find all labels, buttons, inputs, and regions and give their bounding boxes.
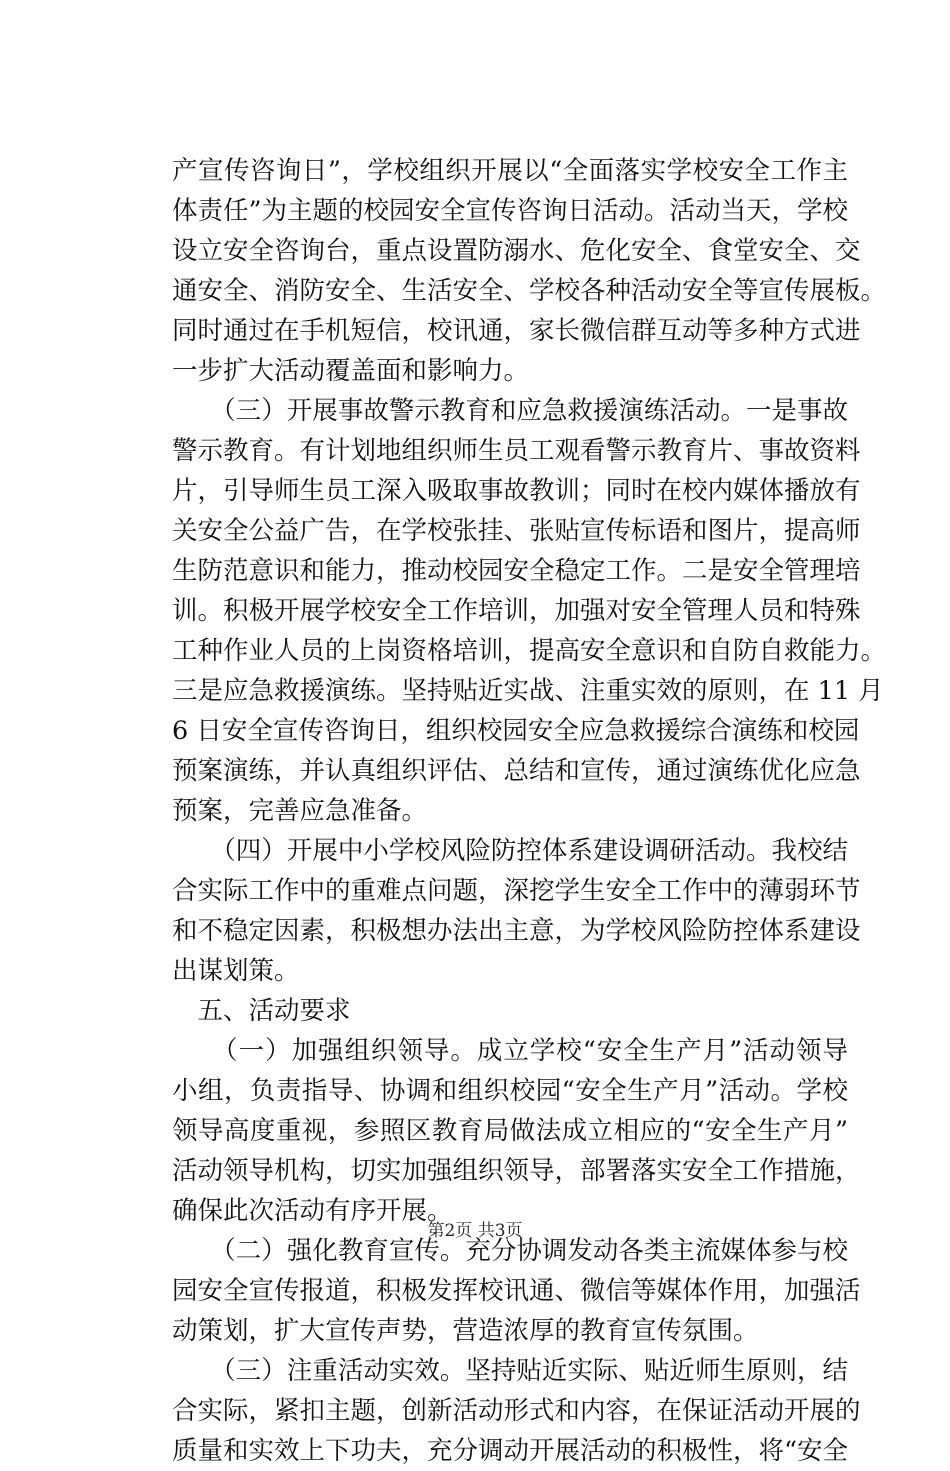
text-line-25: 领导高度重视，参照区教育局做法成立相应的“安全生产月” [172, 1116, 848, 1146]
text-line-29: 园安全宣传报道，积极发挥校讯通、微信等媒体作用，加强活 [172, 1276, 861, 1306]
text-line-27: 确保此次活动有序开展。 [172, 1196, 453, 1226]
document-body [172, 151, 887, 1471]
text-line-12: 训。积极开展学校安全工作培训，加强对安全管理人员和特殊 [172, 596, 861, 626]
text-line-9: 片，引导师生员工深入吸取事故教训；同时在校内媒体播放有 [172, 476, 861, 506]
text-line-21: 出谋划策。 [172, 956, 300, 986]
text-line-16: 预案演练，并认真组织评估、总结和宣传，通过演练优化应急 [172, 756, 861, 786]
text-line-33: 质量和实效上下功夫，充分调动开展活动的积极性，将“安全 [172, 1436, 849, 1466]
text-line-13: 工种作业人员的上岗资格培训，提高安全意识和自防自救能力。 [172, 636, 887, 666]
text-line-32: 合实际，紧扣主题，创新活动形式和内容，在保证活动开展的 [172, 1396, 861, 1426]
text-line-6: 一步扩大活动覆盖面和影响力。 [172, 356, 530, 386]
text-line-14: 三是应急救援演练。坚持贴近实战、注重实效的原则，在 11 月 [172, 676, 884, 706]
text-line-23: （一）加强组织领导。成立学校“安全生产月”活动领导 [172, 1036, 848, 1066]
text-line-5: 同时通过在手机短信，校讯通，家长微信群互动等多种方式进 [172, 316, 861, 346]
text-line-4: 通安全、消防安全、生活安全、学校各种活动安全等宣传展板。 [172, 276, 887, 306]
section-heading: 五、活动要求 [172, 996, 351, 1026]
text-line-31: （三）注重活动实效。坚持贴近实际、贴近师生原则，结 [172, 1356, 848, 1386]
text-line-19: 合实际工作中的重难点问题，深挖学生安全工作中的薄弱环节 [172, 876, 861, 906]
text-line-15: 6 日安全宣传咨询日，组织校园安全应急救援综合演练和校园 [172, 716, 860, 746]
text-line-24: 小组，负责指导、协调和组织校园“安全生产月”活动。学校 [172, 1076, 848, 1106]
text-line-17: 预案，完善应急准备。 [172, 796, 428, 826]
text-line-7: （三）开展事故警示教育和应急救援演练活动。一是事故 [172, 396, 848, 426]
text-line-2: 体责任”为主题的校园安全宣传咨询日活动。活动当天，学校 [172, 196, 849, 226]
text-line-20: 和不稳定因素，积极想办法出主意，为学校风险防控体系建设 [172, 916, 861, 946]
text-line-11: 生防范意识和能力，推动校园安全稳定工作。二是安全管理培 [172, 556, 861, 586]
text-line-1: 产宣传咨询日”，学校组织开展以“全面落实学校安全工作主 [172, 156, 848, 186]
text-line-26: 活动领导机构，切实加强组织领导，部署落实安全工作措施， [172, 1156, 861, 1186]
text-line-28: （二）强化教育宣传。充分协调发动各类主流媒体参与校 [172, 1236, 848, 1266]
text-line-10: 关安全公益广告，在学校张挂、张贴宣传标语和图片，提高师 [172, 516, 861, 546]
text-line-3: 设立安全咨询台，重点设置防溺水、危化安全、食堂安全、交 [172, 236, 861, 266]
page-footer: 第2页 共3页 [427, 1221, 523, 1241]
text-line-30: 动策划，扩大宣传声势，营造浓厚的教育宣传氛围。 [172, 1316, 759, 1346]
text-line-18: （四）开展中小学校风险防控体系建设调研活动。我校结 [172, 836, 848, 866]
text-line-8: 警示教育。有计划地组织师生员工观看警示教育片、事故资料 [172, 436, 861, 466]
